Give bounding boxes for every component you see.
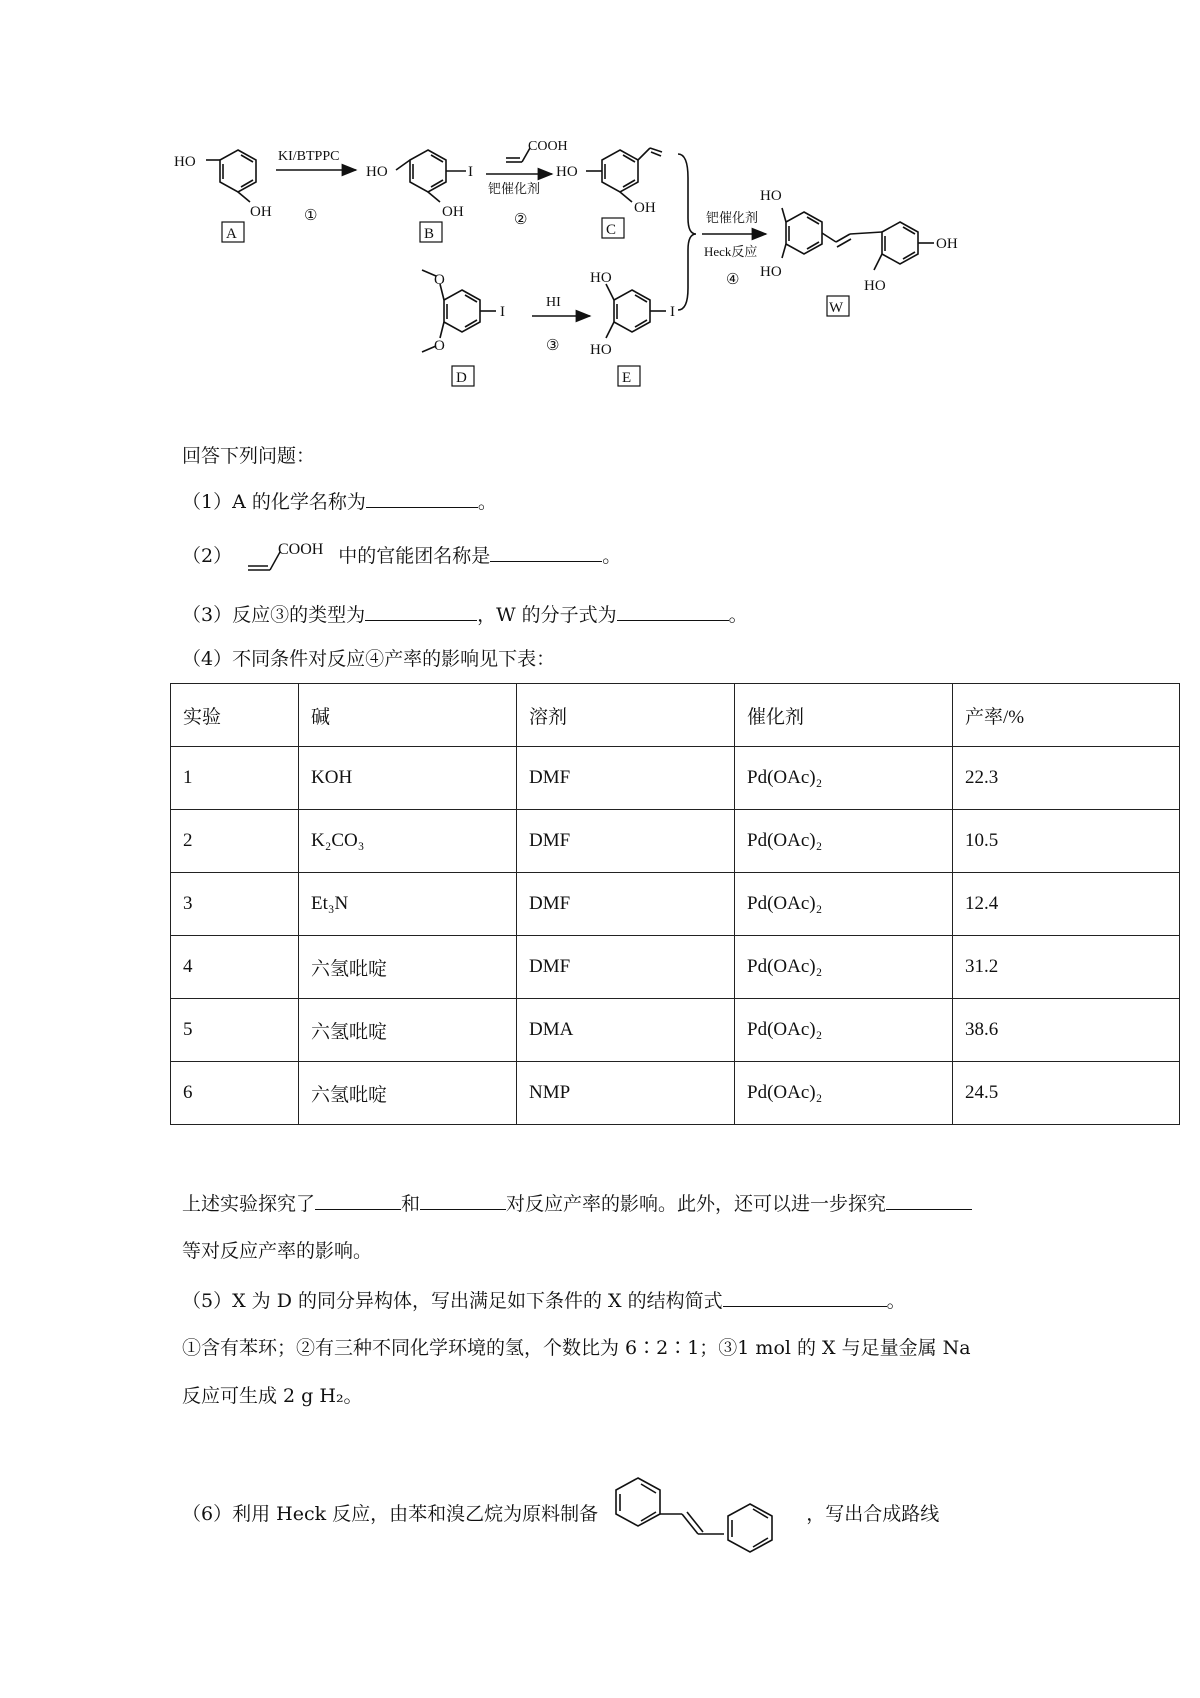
step4-number: ④	[726, 272, 740, 288]
q4b-blank-1[interactable]	[315, 1190, 401, 1210]
q4b-text-1: 上述实验探究了	[182, 1193, 316, 1215]
table-cell: 24.5	[953, 1062, 1180, 1125]
q2-answer-blank[interactable]	[490, 542, 602, 562]
table-cell: DMF	[517, 873, 735, 936]
q5-text: （5）X 为 D 的同分异构体，写出满足如下条件的 X 的结构简式	[182, 1290, 723, 1312]
q3-suffix: 。	[728, 604, 748, 626]
table-cell: 10.5	[953, 810, 1180, 873]
table-header-row	[171, 684, 1180, 747]
reaction-scheme	[170, 138, 1010, 400]
table-row	[171, 810, 1180, 873]
table-row	[171, 999, 1180, 1062]
acrylic-acid-reagent	[506, 139, 568, 162]
table-cell: Pd(OAc)₂	[735, 810, 953, 873]
table-cell: 1	[171, 747, 299, 810]
compound-b-structure	[366, 150, 473, 242]
table-cell: Pd(OAc)₂	[735, 873, 953, 936]
step2-reagent: 钯催化剂	[488, 181, 541, 196]
question-4-followup	[182, 1190, 972, 1217]
table-cell: 22.3	[953, 747, 1180, 810]
e-ho-bottom-label: HO	[590, 342, 612, 358]
q3-text: （3）反应③的类型为	[182, 604, 366, 626]
a-ho-label: HO	[174, 154, 196, 170]
conditions-table	[170, 683, 1180, 1125]
q5-answer-blank[interactable]	[723, 1287, 887, 1307]
c-oh-label: OH	[634, 200, 656, 216]
reagent-cooh-label: COOH	[528, 139, 568, 154]
table-cell: KOH	[299, 747, 517, 810]
w-ho-ring2-label: HO	[864, 278, 886, 294]
compound-c-structure	[556, 148, 662, 238]
q3-reaction-type-blank[interactable]	[365, 601, 477, 621]
q3-formula-blank[interactable]	[617, 601, 729, 621]
table-cell: 31.2	[953, 936, 1180, 999]
table-cell: K₂CO₃	[299, 810, 517, 873]
q5-conditions-line-2: 反应可生成 2 g H₂。	[182, 1385, 363, 1407]
step4-reagent-heck: Heck反应	[704, 244, 758, 259]
q4b-text-2: 和	[401, 1193, 421, 1215]
q4b-line-2: 等对反应产率的影响。	[182, 1240, 373, 1262]
w-oh-label: OH	[936, 236, 958, 252]
table-cell: 5	[171, 999, 299, 1062]
table-header-cell: 溶剂	[517, 684, 735, 747]
w-ho-top-label: HO	[760, 188, 782, 204]
table-row	[171, 1062, 1180, 1125]
table-header-cell: 催化剂	[735, 684, 953, 747]
table-header-cell: 碱	[299, 684, 517, 747]
w-ho-bottom-label: HO	[760, 264, 782, 280]
table-cell: DMF	[517, 747, 735, 810]
svg-text:O: O	[434, 338, 445, 354]
compound-e-structure	[590, 270, 675, 386]
q3-mid: ，W 的分子式为	[477, 604, 617, 626]
table-cell: 38.6	[953, 999, 1180, 1062]
question-5	[182, 1287, 906, 1314]
q1-answer-blank[interactable]	[366, 488, 478, 508]
q5-suffix: 。	[886, 1290, 906, 1312]
table-cell: NMP	[517, 1062, 735, 1125]
q2-suffix: 。	[602, 545, 622, 567]
compound-w-structure	[760, 188, 958, 316]
table-cell: DMF	[517, 936, 735, 999]
q6-text: （6）利用 Heck 反应，由苯和溴乙烷为原料制备	[182, 1503, 599, 1525]
step2-number: ②	[514, 212, 528, 228]
label-w: W	[829, 300, 844, 316]
q4b-blank-2[interactable]	[420, 1190, 506, 1210]
question-3	[182, 601, 748, 628]
label-e: E	[622, 370, 632, 386]
table-cell: Pd(OAc)₂	[735, 999, 953, 1062]
d-iodo-label: I	[500, 304, 505, 320]
e-ho-top-label: HO	[590, 270, 612, 286]
table-cell: 3	[171, 873, 299, 936]
question-4: （4）不同条件对反应④产率的影响见下表：	[182, 648, 556, 670]
step1-number: ①	[304, 208, 318, 224]
label-c: C	[606, 222, 617, 238]
label-a: A	[226, 226, 237, 242]
question-1	[182, 488, 497, 515]
table-cell: Pd(OAc)₂	[735, 1062, 953, 1125]
q5-conditions-line-1: ①含有苯环；②有三种不同化学环境的氢，个数比为 6∶2∶1；③1 mol 的 X 与足量金属 Na	[182, 1337, 971, 1359]
c-ho-label: HO	[556, 164, 578, 180]
table-row	[171, 936, 1180, 999]
table-cell: 6	[171, 1062, 299, 1125]
step4-reagent-catalyst: 钯催化剂	[706, 210, 759, 225]
intro-text: 回答下列问题：	[182, 445, 316, 467]
svg-text:O: O	[434, 272, 445, 288]
stilbene-structure	[604, 1472, 800, 1558]
table-header-cell: 产率/%	[953, 684, 1180, 747]
table-cell: 2	[171, 810, 299, 873]
q4b-text-3: 对反应产率的影响。此外，还可以进一步探究	[506, 1193, 887, 1215]
table-row	[171, 747, 1180, 810]
table-cell: Pd(OAc)₂	[735, 936, 953, 999]
svg-text:COOH: COOH	[278, 541, 324, 558]
table-row	[171, 873, 1180, 936]
label-b: B	[424, 226, 435, 242]
step3-reagent: HI	[546, 295, 561, 310]
label-d: D	[456, 370, 467, 386]
table-cell: DMF	[517, 810, 735, 873]
table-header-cell: 实验	[171, 684, 299, 747]
q1-text: （1）A 的化学名称为	[182, 491, 366, 513]
e-iodo-label: I	[670, 304, 675, 320]
compound-d-structure	[422, 270, 505, 386]
q6-suffix: ，写出合成路线	[806, 1503, 940, 1525]
a-oh-label: OH	[250, 204, 272, 220]
step1-reagent: KI/BTPPC	[278, 149, 340, 164]
b-ho-label: HO	[366, 164, 388, 180]
table-cell: DMA	[517, 999, 735, 1062]
table-cell: 六氢吡啶	[299, 936, 517, 999]
table-cell: 4	[171, 936, 299, 999]
question-6	[182, 1472, 939, 1558]
q4b-blank-3[interactable]	[886, 1190, 972, 1210]
q1-suffix: 。	[477, 491, 497, 513]
step3-number: ③	[546, 338, 560, 354]
table-cell: 12.4	[953, 873, 1180, 936]
question-2	[182, 540, 621, 574]
q2-number: （2）	[182, 545, 233, 567]
table-cell: Pd(OAc)₂	[735, 747, 953, 810]
table-cell: 六氢吡啶	[299, 999, 517, 1062]
b-oh-label: OH	[442, 204, 464, 220]
compound-a-structure	[174, 150, 272, 242]
q2-text: 中的官能团名称是	[338, 545, 491, 567]
table-cell: 六氢吡啶	[299, 1062, 517, 1125]
acrylic-acid-structure	[238, 540, 332, 574]
b-iodo-label: I	[468, 164, 473, 180]
table-cell: Et₃N	[299, 873, 517, 936]
